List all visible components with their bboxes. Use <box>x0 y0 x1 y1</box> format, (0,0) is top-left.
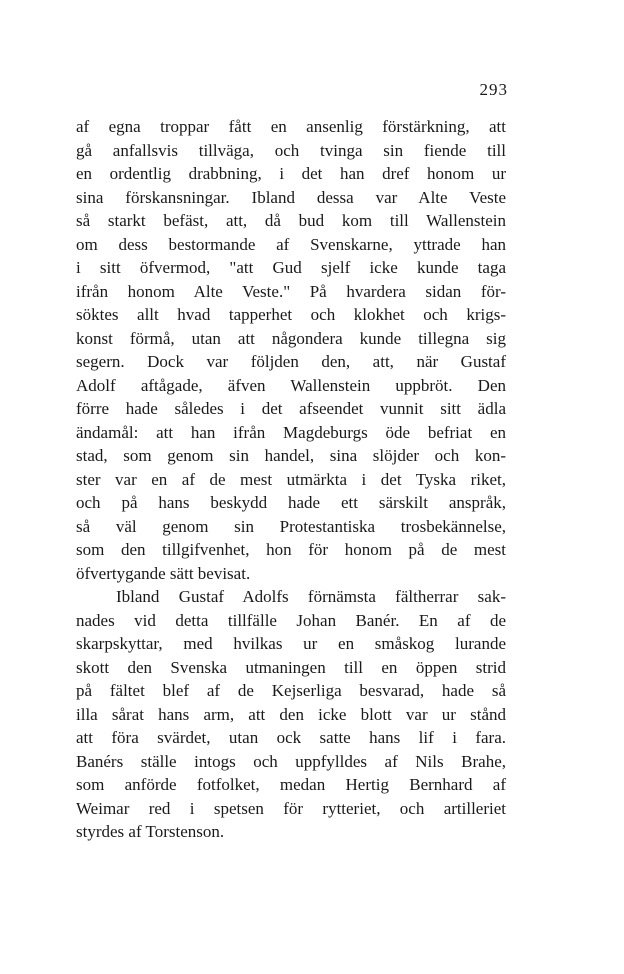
text-line: så väl genom sin Protestantiska trosbekännelse, <box>76 516 506 536</box>
text-line: förre hade således i det afseendet vunnit sitt ädla <box>76 399 506 418</box>
text-line: söktes allt hvad tapperhet och klokhet och krigs- <box>76 305 506 324</box>
text-line: Weimar red i spetsen för rytteriet, och artilleriet <box>76 798 506 818</box>
text-line: ifrån honom Alte Veste." På hvardera sidan för- <box>76 281 506 301</box>
text-line: nades vid detta tillfälle Johan Banér. En af de <box>76 610 506 630</box>
text-line: sina förskansningar. Ibland dessa var Alte Veste <box>76 187 506 207</box>
text-line: konst förmå, utan att någondera kunde tillegna sig <box>76 328 506 348</box>
text-line: af egna troppar fått en ansenlig förstärkning, att <box>76 117 506 136</box>
page-number: 293 <box>479 80 508 99</box>
text-line: skott den Svenska utmaningen till en öppen strid <box>76 657 506 677</box>
text-line: Adolf aftågade, äfven Wallenstein uppbröt. Den <box>76 375 506 395</box>
text-line: ändamål: att han ifrån Magdeburgs öde befriat en <box>76 422 506 442</box>
text-line: ster var en af de mest utmärkta i det Tyska riket, <box>76 469 506 489</box>
text-line: så starkt befäst, att, då bud kom till Wallenstein <box>76 211 506 230</box>
text-line: stad, som genom sin handel, sina slöjder och kon- <box>76 446 506 465</box>
text-line: i sitt öfvermod, "att Gud sjelf icke kunde taga <box>76 258 506 277</box>
text-line: att föra svärdet, utan ock satte hans lif i fara. <box>76 728 506 747</box>
paragraph-end-line: öfvertygande sätt bevisat. <box>76 563 251 583</box>
text-line: om dess bestormande af Svenskarne, yttrade han <box>76 234 506 254</box>
paragraph-end-line: styrdes af Torstenson. <box>76 822 225 841</box>
text-line: Banérs ställe intogs och uppfylldes af Nils Brahe, <box>76 751 506 771</box>
paragraph-start-line: Ibland Gustaf Adolfs förnämsta fältherrar sak- <box>116 587 506 606</box>
text-line: skarpskyttar, med hvilkas ur en småskog lurande <box>76 634 506 653</box>
text-line: och på hans beskydd hade ett särskilt anspråk, <box>76 493 506 512</box>
text-line: som den tillgifvenhet, hon för honom på de mest <box>76 540 506 559</box>
text-line: som anförde fotfolket, medan Hertig Bernhard af <box>76 775 506 794</box>
text-line: på fältet blef af de Kejserliga besvarad, hade så <box>76 681 506 700</box>
text-line: segern. Dock var följden den, att, när Gustaf <box>76 352 506 371</box>
text-line: illa sårat hans arm, att den icke blott var ur stånd <box>76 704 506 724</box>
text-line: en ordentlig drabbning, i det han dref honom ur <box>76 164 506 183</box>
body-text <box>76 115 506 844</box>
text-line: gå anfallsvis tillväga, och tvinga sin fiende till <box>76 140 506 160</box>
